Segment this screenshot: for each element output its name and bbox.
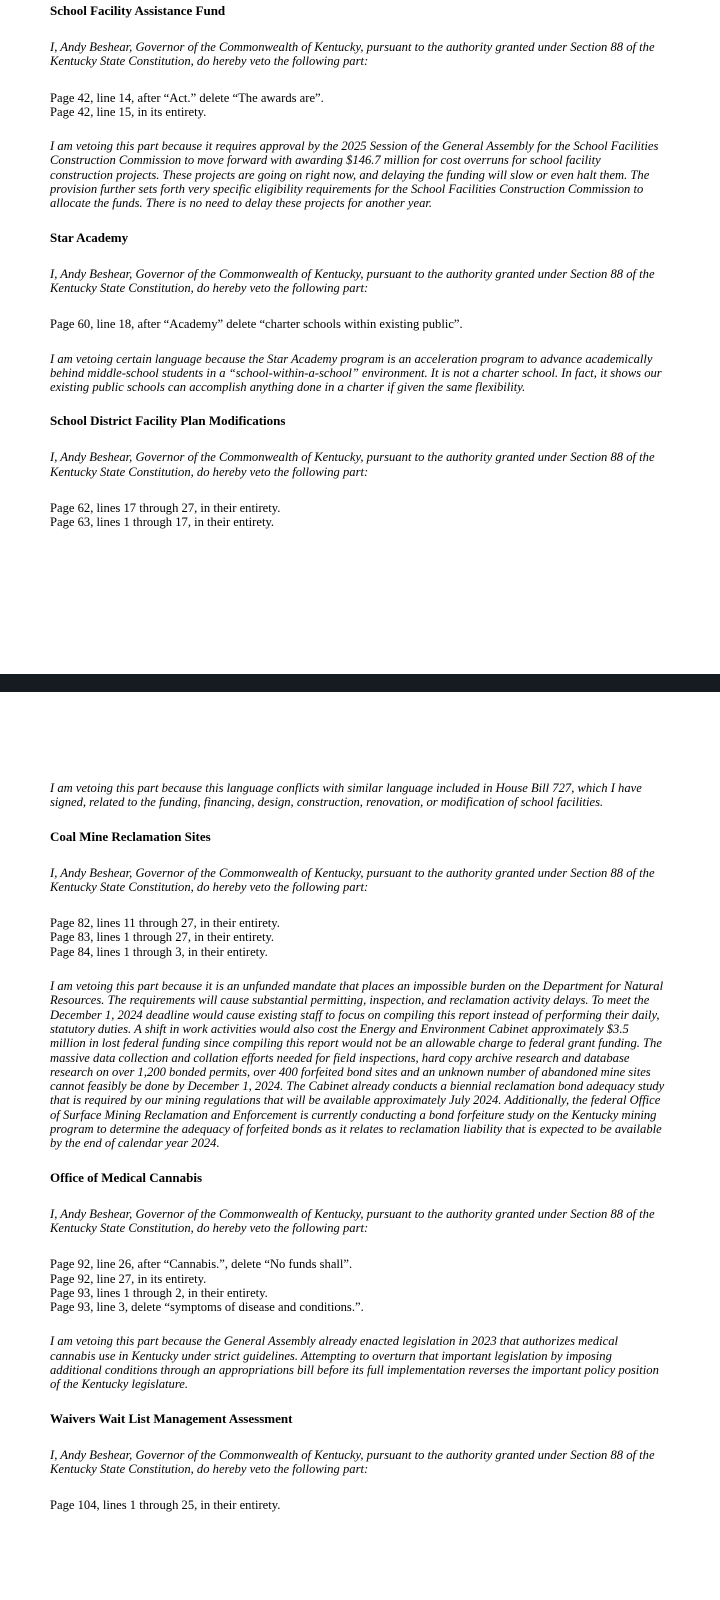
veto-line: Page 84, lines 1 through 3, in their entirety. (50, 944, 268, 959)
veto-line: Page 63, lines 1 through 17, in their entirety. (50, 515, 275, 530)
veto-lines (50, 1498, 665, 1512)
veto-line: Page 92, line 27, in its entirety. (50, 1271, 207, 1286)
veto-preamble: I, Andy Beshear, Governor of the Commonwealth of Kentucky, pursuant to the authority granted under Section 88 of the Kentucky State Constitution, do hereby veto the following part: (50, 450, 655, 479)
veto-preamble: I, Andy Beshear, Governor of the Commonwealth of Kentucky, pursuant to the authority granted under Section 88 of the Kentucky State Constitution, do hereby veto the following part: (50, 40, 655, 69)
section-heading: Office of Medical Cannabis (50, 1169, 203, 1185)
section-heading: Star Academy (50, 229, 129, 245)
veto-line: Page 93, lines 1 through 2, in their entirety. (50, 1285, 268, 1300)
document-page-bottom (0, 692, 720, 1600)
veto-preamble: I, Andy Beshear, Governor of the Commonwealth of Kentucky, pursuant to the authority granted under Section 88 of the Kentucky State Constitution, do hereby veto the following part: (50, 266, 655, 295)
veto-reason: I am vetoing this part because it is an unfunded mandate that places an impossible burden on the Department for Natural Resources. The requirements will cause substantial permitting, inspection, and reclamation activity delays. To meet the December 1, 2024 deadline would cause existing staff to focus on compiling this report instead of performing their daily, statutory duties. A shift in work activities would also cost the Energy and Environment Cabinet approximately $3.5 million in lost federal funding since compiling this report would not be an allowable charge to federal grant funding. The massive data collection and collation efforts needed for field inspections, hard copy archive research and database research on over 1,200 bonded permits, over 400 forfeited bond sites and an unknown number of abandoned mine sites cannot feasibly be done by December 1, 2024. The Cabinet already conducts a biennial reclamation bond adequacy study that is required by our mining regulations that will be available approximately July 2024. Additionally, the federal Office of Surface Mining Reclamation and Enforcement is currently conducting a bond forfeiture study on the Kentucky mining program to determine the adequacy of forfeited bonds as it relates to reclamation liability that is expected to be available by the end of calendar year 2024. (50, 979, 665, 1151)
veto-line: Page 104, lines 1 through 25, in their entirety. (50, 1498, 281, 1513)
section-heading: Waivers Wait List Management Assessment (50, 1410, 293, 1426)
veto-line: Page 93, line 3, delete “symptoms of disease and conditions.”. (50, 1300, 364, 1315)
veto-reason: I am vetoing this part because it requires approval by the 2025 Session of the General Assembly for the School Facilities Construction Commission to move forward with awarding $146.7 million for cost overruns for school facility construction projects. These projects are going on right now, and delaying the funding will slow or even halt them. The provision further sets forth very specific eligibility requirements for the School Facilities Construction Commission to allocate the funds. There is no need to delay these projects for another year. (50, 139, 659, 211)
veto-reason: I am vetoing this part because the General Assembly already enacted legislation in 2023 that authorizes medical cannabis use in Kentucky under strict guidelines. Attempting to overturn that important legislation by imposing additional conditions through an appropriations bill before its full implementation reverses the important policy position of the Kentucky legislature. (50, 1334, 659, 1392)
veto-line: Page 42, line 15, in its entirety. (50, 104, 207, 119)
veto-line: Page 62, lines 17 through 27, in their entirety. (50, 501, 281, 516)
section-heading: Coal Mine Reclamation Sites (50, 828, 211, 844)
document-page-top (0, 0, 720, 674)
veto-line: Page 83, lines 1 through 27, in their entirety. (50, 930, 275, 945)
veto-preamble: I, Andy Beshear, Governor of the Commonwealth of Kentucky, pursuant to the authority granted under Section 88 of the Kentucky State Constitution, do hereby veto the following part: (50, 865, 655, 894)
veto-lines (50, 317, 665, 331)
veto-reason: I am vetoing certain language because the Star Academy program is an acceleration program to advance academically behind middle-school students in a “school-within-a-school” environment. It is not a charter school. In fact, it shows our existing public schools can accomplish anything done in a charter if given the same flexibility. (50, 351, 662, 395)
veto-lines (50, 1257, 665, 1314)
veto-line: Page 82, lines 11 through 27, in their entirety. (50, 916, 280, 931)
page-content (50, 781, 665, 1533)
veto-reason-continued: I am vetoing this part because this language conflicts with similar language included in House Bill 727, which I have signed, related to the funding, financing, design, construction, renovation, or modification of school facilities. (50, 781, 642, 810)
veto-line: Page 92, line 26, after “Cannabis.”, delete “No funds shall”. (50, 1257, 353, 1272)
page-divider (0, 674, 720, 692)
veto-lines (50, 91, 665, 120)
section-heading: School Facility Assistance Fund (50, 3, 226, 18)
veto-lines (50, 501, 665, 530)
veto-preamble: I, Andy Beshear, Governor of the Commonwealth of Kentucky, pursuant to the authority granted under Section 88 of the Kentucky State Constitution, do hereby veto the following part: (50, 1447, 655, 1476)
section-heading: School District Facility Plan Modifications (50, 413, 286, 429)
veto-line: Page 42, line 14, after “Act.” delete “The awards are”. (50, 90, 324, 105)
veto-line: Page 60, line 18, after “Academy” delete “charter schools within existing public”. (50, 317, 463, 332)
page-content (50, 3, 665, 550)
veto-preamble: I, Andy Beshear, Governor of the Commonwealth of Kentucky, pursuant to the authority granted under Section 88 of the Kentucky State Constitution, do hereby veto the following part: (50, 1206, 655, 1235)
veto-lines (50, 916, 665, 959)
